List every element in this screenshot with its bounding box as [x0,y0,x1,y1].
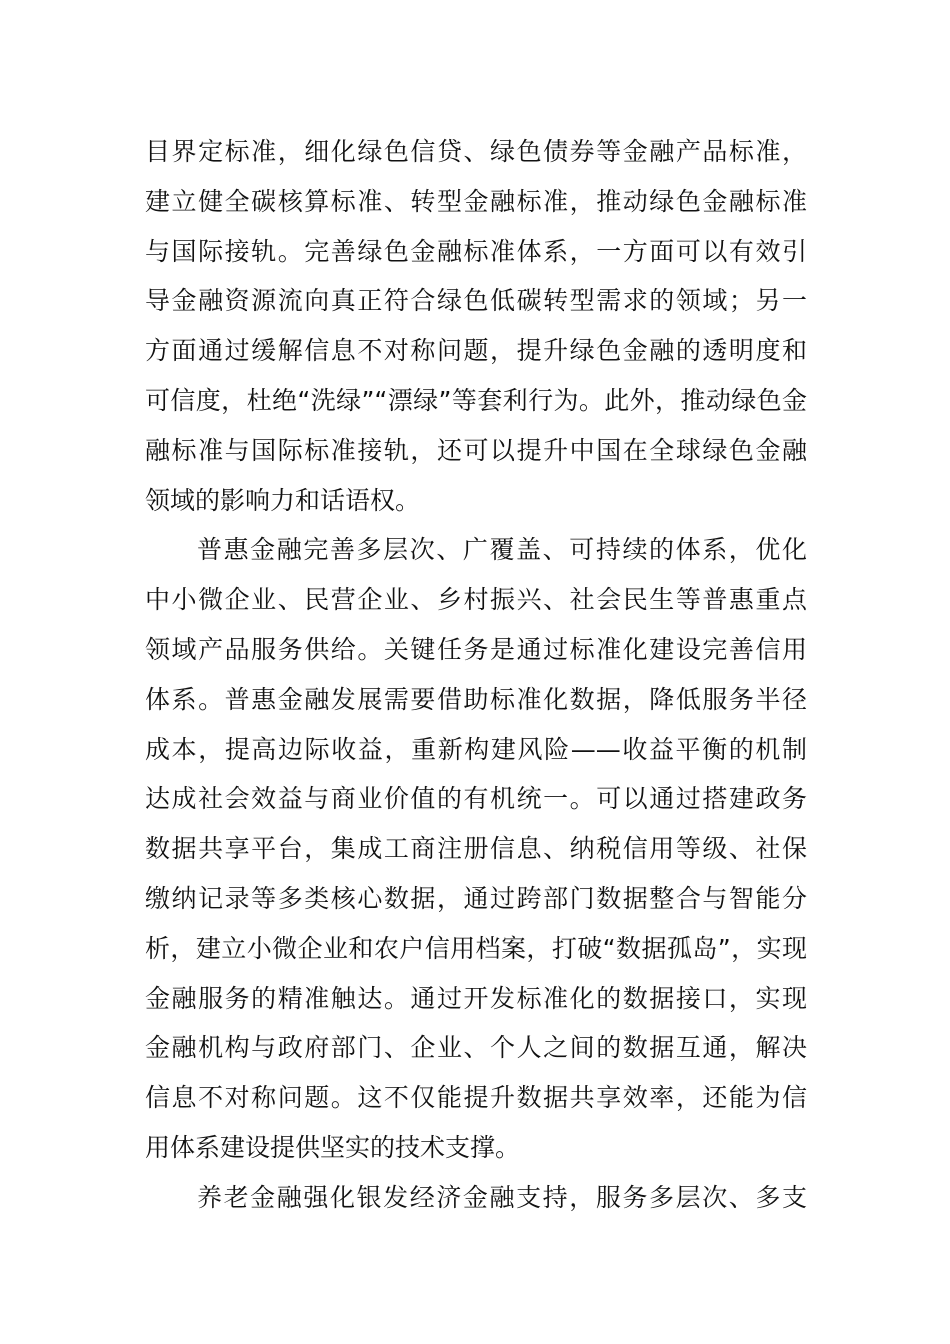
text-line: 融标准与国际标准接轨，还可以提升中国在全球绿色金融 [145,435,807,465]
text-line: 领域的影响力和话语权。 [145,485,421,515]
text-line: 成本，提高边际收益，重新构建风险——收益平衡的机制 [145,734,807,764]
text-line: 数据共享平台，集成工商注册信息、纳税信用等级、社保 [145,834,807,864]
paragraph-start-line: 普惠金融完善多层次、广覆盖、可持续的体系，优化 [197,535,807,565]
text-line: 缴纳记录等多类核心数据，通过跨部门数据整合与智能分 [145,883,807,913]
text-line: 金融服务的精准触达。通过开发标准化的数据接口，实现 [145,983,807,1013]
text-line: 中小微企业、民营企业、乡村振兴、社会民生等普惠重点 [145,585,807,615]
text-line: 信息不对称问题。这不仅能提升数据共享效率，还能为信 [145,1083,807,1113]
text-line: 析，建立小微企业和农户信用档案，打破“数据孤岛”，实现 [145,933,807,963]
text-line: 用体系建设提供坚实的技术支撑。 [145,1132,521,1162]
text-line: 目界定标准，细化绿色信贷、绿色债券等金融产品标准， [145,137,807,166]
text-line: 导金融资源流向真正符合绿色低碳转型需求的领域；另一 [145,286,807,316]
text-line: 建立健全碳核算标准、转型金融标准，推动绿色金融标准 [145,186,807,216]
text-line: 方面通过缓解信息不对称问题，提升绿色金融的透明度和 [145,336,807,366]
body-text [145,127,807,1223]
text-line: 与国际接轨。完善绿色金融标准体系，一方面可以有效引 [145,236,807,266]
text-line: 领域产品服务供给。关键任务是通过标准化建设完善信用 [145,634,807,664]
text-line: 达成社会效益与商业价值的有机统一。可以通过搭建政务 [145,784,807,814]
text-line: 可信度，杜绝“洗绿”“漂绿”等套利行为。此外，推动绿色金 [145,385,807,415]
text-line: 体系。普惠金融发展需要借助标准化数据，降低服务半径 [145,684,807,714]
text-line: 金融机构与政府部门、企业、个人之间的数据互通，解决 [145,1033,807,1063]
paragraph-start-line: 养老金融强化银发经济金融支持，服务多层次、多支 [197,1182,807,1212]
